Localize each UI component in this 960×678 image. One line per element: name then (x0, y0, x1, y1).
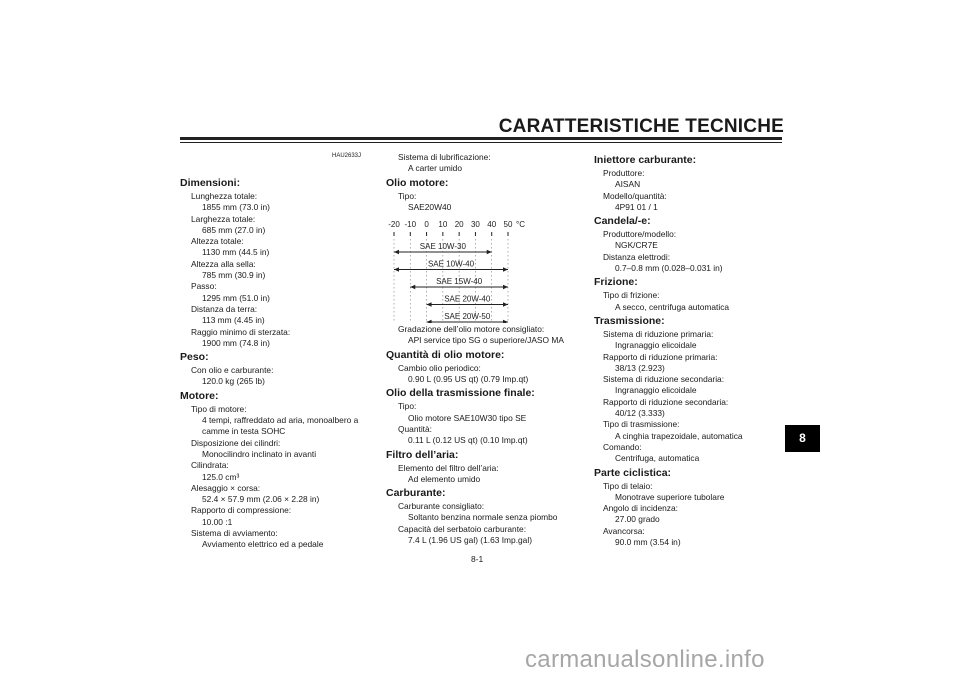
spec-label: Lunghezza totale: (191, 191, 258, 201)
section-heading: Dimensioni: (180, 177, 241, 189)
spec-label: Produttore: (603, 168, 645, 178)
watermark: carmanualsonline.info (525, 646, 765, 673)
series-label: SAE 15W-40 (436, 277, 483, 287)
range-arrow-left (427, 320, 432, 323)
spec-label: Cilindrata: (191, 460, 229, 471)
range-arrow-right (503, 302, 508, 306)
section-heading: Frizione: (594, 276, 638, 289)
spec-label: Tipo di motore: (191, 403, 247, 414)
oil-viscosity-chart-svg (386, 215, 586, 323)
spec-value: Ingranaggio elicoidale (615, 340, 697, 351)
spec-label: Gradazione dell’olio motore consigliato: (398, 324, 545, 335)
spec-label: Distanza da terra: (191, 303, 258, 314)
section-heading: Filtro dell’aria: (386, 448, 459, 461)
column-2-bottom (386, 324, 596, 546)
spec-label: Sistema di riduzione secondaria: (603, 374, 725, 385)
spec-value: Ad elemento umido (408, 473, 481, 484)
spec-label: Sistema di lubrificazione: (398, 152, 491, 162)
spec-label: Raggio minimo di sterzata: (191, 326, 291, 337)
section-heading: Trasmissione: (594, 314, 665, 327)
tick-label: 50 (503, 220, 513, 230)
spec-label: Cambio olio periodico: (398, 362, 481, 373)
spec-label: Modello/quantità: (603, 190, 667, 201)
spec-value: 1295 mm (51.0 in) (202, 292, 270, 303)
series-label: SAE 20W-50 (444, 312, 491, 322)
spec-value: NGK/CR7E (615, 240, 658, 251)
tick-label: 10 (438, 220, 448, 230)
spec-value: 0.7–0.8 mm (0.028–0.031 in) (615, 263, 723, 274)
section-code: HAU2633J (332, 153, 362, 159)
spec-value: 0.11 L (0.12 US qt) (0.10 Imp.qt) (408, 435, 528, 446)
spec-value: 10.00 :1 (202, 516, 233, 527)
tick-label: -20 (388, 220, 400, 230)
spec-value: 38/13 (2.923) (615, 362, 665, 373)
column-3 (594, 152, 804, 548)
chapter-tab[interactable]: 8 (785, 425, 820, 452)
tick-label: 30 (470, 220, 480, 230)
spec-label: Tipo di trasmissione: (603, 419, 680, 430)
spec-label: Produttore/modello: (603, 229, 677, 240)
spec-label: Disposizione dei cilindri: (191, 437, 281, 448)
tick-label: 40 (487, 220, 497, 230)
spec-value: AISAN (615, 179, 641, 190)
series-label: SAE 10W-40 (427, 259, 475, 269)
section-heading: Carburante: (386, 487, 446, 500)
spec-value: 685 mm (27.0 in) (202, 224, 266, 235)
spec-label: Distanza elettrodi: (603, 251, 671, 262)
spec-value: A secco, centrifuga automatica (615, 301, 730, 312)
spec-value: 40/12 (3.333) (615, 408, 665, 419)
spec-label: Sistema di avviamento: (191, 528, 278, 539)
spec-value: Ingranaggio elicoidale (615, 385, 697, 396)
range-arrow-left (410, 285, 415, 289)
title-rule-thick (180, 137, 782, 140)
spec-label: Tipo di frizione: (603, 290, 660, 301)
section-heading: Candela/-e: (594, 215, 651, 228)
spec-label: Tipo: (398, 190, 417, 201)
spec-value: 113 mm (4.45 in) (202, 315, 265, 326)
spec-label: Comando: (603, 441, 642, 452)
spec-value: Monotrave superiore tubolare (615, 491, 725, 502)
spec-label: Altezza totale: (191, 236, 244, 247)
range-arrow-left (394, 250, 399, 254)
spec-label: Altezza alla sella: (191, 258, 256, 269)
spec-value: API service tipo SG o superiore/JASO MA (408, 335, 564, 346)
spec-label: Rapporto di compressione: (191, 505, 292, 516)
spec-value: 0.90 L (0.95 US qt) (0.79 Imp.qt) (408, 374, 529, 385)
spec-label: Con olio e carburante: (191, 365, 274, 376)
range-arrow-right (503, 285, 508, 289)
spec-label: Tipo: (398, 401, 417, 412)
range-arrow-right (503, 267, 508, 271)
spec-value: A cinghia trapezoidale, automatica (615, 430, 743, 441)
column-1 (180, 175, 380, 551)
spec-value: 125.0 cm³ (202, 471, 240, 482)
tick-label: -10 (404, 220, 417, 230)
spec-label: Rapporto di riduzione primaria: (603, 351, 718, 362)
spec-value: 7.4 L (1.96 US gal) (1.63 Imp.gal) (408, 535, 532, 546)
page-title: CARATTERISTICHE TECNICHE (498, 116, 784, 137)
spec-value: 4 tempi, raffreddato ad aria, monoalbero a (202, 415, 359, 426)
spec-label: Avancorsa: (603, 525, 645, 536)
column-2-top (386, 152, 596, 213)
spec-value: SAE20W40 (408, 201, 452, 212)
spec-value: 1855 mm (73.0 in) (202, 202, 270, 213)
unit-label: °C (516, 220, 525, 230)
tick-label: 20 (454, 220, 464, 230)
page-number: 8-1 (471, 554, 484, 564)
spec-value: 120.0 kg (265 lb) (202, 376, 265, 387)
tick-label: 0 (424, 220, 429, 230)
spec-label: Tipo di telaio: (603, 480, 653, 491)
section-heading: Quantità di olio motore: (386, 348, 505, 361)
spec-label: Angolo di incidenza: (603, 503, 678, 514)
spec-value: camme in testa SOHC (202, 426, 286, 437)
spec-value: 90.0 mm (3.54 in) (615, 537, 681, 548)
spec-value: 27.00 grado (615, 514, 660, 525)
column-2 (386, 152, 596, 546)
spec-label: Sistema di riduzione primaria: (603, 328, 714, 339)
section-heading: Motore: (180, 389, 219, 402)
range-arrow-right (503, 320, 508, 323)
spec-value: 1900 mm (74.8 in) (202, 337, 270, 348)
section-heading: Olio motore: (386, 176, 449, 189)
spec-label: Rapporto di riduzione secondaria: (603, 396, 729, 407)
spec-label: Quantità: (398, 423, 432, 434)
spec-label: Passo: (191, 281, 217, 292)
series-label: SAE 10W-30 (419, 242, 466, 252)
section-heading: Peso: (180, 351, 209, 364)
spec-label: Alesaggio × corsa: (191, 482, 261, 493)
range-arrow-right (487, 250, 492, 254)
spec-value: Avviamento elettrico ed a pedale (202, 539, 324, 550)
series-label: SAE 20W-40 (444, 294, 491, 304)
oil-viscosity-chart (386, 215, 586, 323)
spec-value: 52.4 × 57.9 mm (2.06 × 2.28 in) (202, 494, 320, 505)
spec-value: Olio motore SAE10W30 tipo SE (408, 412, 527, 423)
spec-value: Soltanto benzina normale senza piombo (408, 512, 558, 523)
section-heading: Parte ciclistica: (594, 466, 672, 479)
title-rule-thin (180, 142, 782, 143)
spec-value: Monocilindro inclinato in avanti (202, 448, 317, 459)
range-arrow-left (394, 267, 399, 271)
spec-value: A carter umido (408, 163, 462, 174)
spec-value: 4P91 01 / 1 (615, 201, 658, 212)
spec-value: Centrifuga, automatica (615, 453, 700, 464)
spec-value: 1130 mm (44.5 in) (202, 247, 270, 258)
range-arrow-left (427, 302, 432, 306)
spec-label: Capacità del serbatoio carburante: (398, 523, 527, 534)
section-heading: Olio della trasmissione finale: (386, 387, 535, 400)
section-heading: Iniettore carburante: (594, 154, 697, 166)
spec-label: Elemento del filtro dell’aria: (398, 462, 499, 473)
spec-value: 785 mm (30.9 in) (202, 270, 266, 281)
spec-label: Larghezza totale: (191, 213, 256, 224)
spec-label: Carburante consigliato: (398, 501, 485, 512)
